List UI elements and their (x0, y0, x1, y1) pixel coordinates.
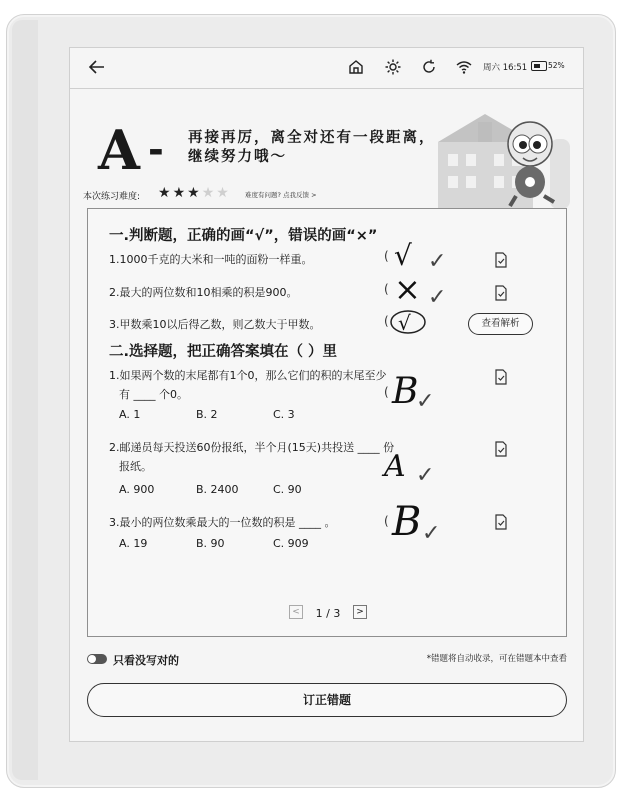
correct-check-icon: ✓ (416, 389, 435, 414)
battery-percent: 52% (548, 61, 565, 70)
answer-paren: ( (384, 385, 389, 399)
option: A. 900 (119, 483, 155, 496)
question-text: 1.如果两个数的末尾都有1个0，那么它们的积的末尾至少 (109, 369, 387, 382)
view-analysis-button[interactable]: 查看解析 (468, 313, 533, 335)
question-text: 3.最小的两位数乘最大的一位数的积是 ____ 。 (109, 516, 336, 529)
answer-paren: ( (384, 249, 389, 263)
grade-letter: A (98, 118, 140, 182)
star-icon: ★ (201, 185, 217, 201)
star-icon: ★ (187, 185, 202, 201)
gear-icon[interactable] (384, 58, 402, 76)
option: B. 2400 (196, 483, 239, 496)
tablet-bezel (12, 20, 38, 780)
handwritten-answer: B (392, 499, 422, 545)
difficulty-stars (158, 185, 231, 201)
auto-collect-note: *错题将自动收录，可在错题本中查看 (426, 654, 567, 664)
question-card (87, 208, 567, 637)
next-page-button[interactable]: > (353, 605, 367, 619)
filter-row (87, 652, 567, 668)
school-mascot-illustration (430, 104, 580, 209)
correct-check-icon: ✓ (416, 463, 435, 488)
handwritten-answer: √ (398, 311, 411, 335)
options-row (119, 483, 350, 496)
question-text-continued: 报纸。 (119, 460, 152, 473)
difficulty-feedback-link[interactable]: 难度有问题? 点我反馈 > (245, 191, 317, 199)
prev-page-button[interactable]: < (289, 605, 303, 619)
refresh-icon[interactable] (420, 58, 438, 76)
handwritten-answer: B (392, 371, 419, 412)
eink-screen (69, 47, 584, 742)
battery-icon (531, 61, 547, 71)
handwritten-answer: √ (394, 239, 412, 272)
document-check-icon[interactable] (494, 252, 508, 268)
option: B. 90 (196, 537, 225, 550)
section-title-choice: 二.选择题，把正确答案填在（ ）里 (109, 344, 338, 360)
question-text: 3.甲数乘10以后得乙数，则乙数大于甲数。 (109, 318, 321, 331)
option: A. 19 (119, 537, 148, 550)
wifi-icon (455, 58, 473, 76)
page-indicator: 1 / 3 (315, 607, 341, 620)
grade-suffix: - (148, 128, 164, 172)
section-title-judgement: 一.判断题，正确的画“√”，错误的画“×” (109, 228, 378, 244)
answer-paren: ( (384, 514, 389, 528)
question-text: 2.邮递员每天投送60份报纸，半个月(15天)共投送 ____ 份 (109, 441, 395, 454)
answer-paren: ( (384, 314, 389, 328)
option: C. 90 (273, 483, 302, 496)
document-check-icon[interactable] (494, 369, 508, 385)
question-text: 1.1000千克的大米和一吨的面粉一样重。 (109, 253, 313, 266)
document-check-icon[interactable] (494, 285, 508, 301)
back-arrow-icon[interactable] (86, 56, 108, 78)
clock: 周六 16:51 (483, 63, 528, 73)
star-icon: ★ (158, 185, 173, 201)
star-icon: ★ (216, 185, 231, 201)
wrong-only-toggle[interactable] (87, 654, 107, 664)
encouragement-message: 再接再厉，离全对还有一段距离，继续努力哦～ (188, 129, 436, 165)
correct-check-icon: ✓ (422, 521, 441, 546)
star-icon: ★ (172, 185, 188, 201)
options-row (119, 408, 350, 421)
question-text: 2.最大的两位数和10相乘的积是900。 (109, 286, 298, 299)
option: A. 1 (119, 408, 141, 421)
handwritten-answer: A (384, 449, 406, 484)
handwritten-answer: × (394, 270, 421, 308)
wrong-only-label: 只看没写对的 (113, 654, 179, 667)
home-icon[interactable] (347, 58, 365, 76)
question-text-continued: 有 ____ 个0。 (119, 388, 188, 401)
difficulty-label: 本次练习难度: (83, 192, 141, 202)
option: C. 909 (273, 537, 309, 550)
document-check-icon[interactable] (494, 441, 508, 457)
option: B. 2 (196, 408, 218, 421)
option: C. 3 (273, 408, 295, 421)
correct-check-icon: ✓ (428, 249, 447, 274)
answer-paren: ( (384, 282, 389, 296)
correct-check-icon: ✓ (428, 285, 447, 310)
options-row (119, 537, 350, 550)
document-check-icon[interactable] (494, 514, 508, 530)
correct-mistakes-button[interactable]: 订正错题 (87, 683, 567, 717)
status-bar (70, 48, 583, 89)
